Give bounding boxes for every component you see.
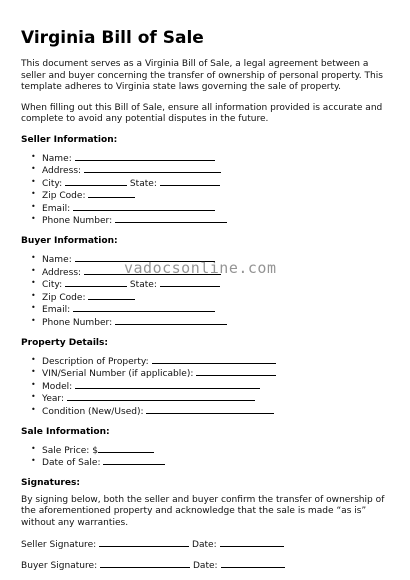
sale-date-item: • Date of Sale: [31,456,393,469]
buyer-name-label: Name: [42,255,72,266]
seller-address-label: Address: [42,166,82,177]
property-model-label: Model: [42,381,73,392]
property-vin-label: VIN/Serial Number (if applicable): [42,369,194,380]
property-condition-item: • Condition (New/Used): [31,405,393,418]
buyer-heading: Buyer Information: [21,236,118,247]
buyer-address-item: • Address: [31,266,393,279]
seller-zip-item: • Zip Code: [31,189,393,202]
buyer-zip-label: Zip Code: [42,292,86,303]
seller-signature-date-blank[interactable] [220,538,284,547]
seller-signature-date-label: Date: [191,540,217,551]
seller-phone-label: Phone Number: [42,216,113,227]
buyer-email-blank[interactable] [73,303,215,312]
property-heading: Property Details: [21,337,109,348]
seller-heading: Seller Information: [21,134,118,145]
buyer-city-blank[interactable] [65,278,127,287]
seller-zip-blank[interactable] [88,189,135,198]
seller-name-item: • Name: [31,152,393,165]
buyer-zip-blank[interactable] [88,291,135,300]
buyer-signature-blank[interactable] [100,559,190,568]
property-vin-blank[interactable] [196,367,276,376]
seller-state-label: State: [129,178,157,189]
buyer-city-state-item: • City: State: [31,278,393,291]
seller-phone-blank[interactable] [115,214,227,223]
seller-name-label: Name: [42,153,72,164]
seller-signature-label: Seller Signature: [21,540,97,551]
seller-state-blank[interactable] [160,177,220,186]
buyer-address-label: Address: [42,267,82,278]
property-model-blank[interactable] [75,380,260,389]
seller-city-state-item: • City: State: [31,177,393,190]
property-description-item: • Description of Property: [31,355,393,368]
buyer-email-item: • Email: [31,303,393,316]
sale-date-label: Date of Sale: [42,458,101,469]
buyer-state-blank[interactable] [160,278,220,287]
sale-fields [21,444,393,469]
buyer-signature-row [21,559,393,572]
buyer-name-item: • Name: [31,253,393,266]
sale-price-label: Sale Price: $ [42,445,98,456]
buyer-zip-item: • Zip Code: [31,291,393,304]
seller-address-item: • Address: [31,164,393,177]
buyer-phone-item: • Phone Number: [31,316,393,329]
instructions-paragraph: When filling out this Bill of Sale, ensure all information provided is accurate and complete to avoid any potential disputes in the future. [21,102,383,124]
buyer-phone-label: Phone Number: [42,318,113,329]
property-vin-item: • VIN/Serial Number (if applicable): [31,367,393,380]
seller-email-label: Email: [42,203,71,214]
buyer-email-label: Email: [42,305,71,316]
signatures-paragraph: By signing below, both the seller and buyer confirm the transfer of ownership of the aforementioned property and acknowledge that the sale is made “as is” without any warranties. [21,494,385,528]
seller-signature-blank[interactable] [99,538,189,547]
property-fields [21,355,393,418]
intro-paragraph: This document serves as a Virginia Bill of Sale, a legal agreement between a seller and buyer concerning the transfer of ownership of personal property. This template adheres to Virginia state laws governing the sale of property. [21,59,383,92]
property-condition-blank[interactable] [146,405,274,414]
seller-phone-item: • Phone Number: [31,214,393,227]
buyer-signature-date-label: Date: [192,561,218,572]
property-description-label: Description of Property: [42,356,149,367]
buyer-signature-date-blank[interactable] [221,559,285,568]
seller-address-blank[interactable] [84,164,221,173]
sale-heading: Sale Information: [21,426,110,437]
property-model-item: • Model: [31,380,393,393]
document-title: Virginia Bill of Sale [21,28,204,48]
property-description-blank[interactable] [152,355,276,364]
sale-date-blank[interactable] [103,456,165,465]
seller-email-item: • Email: [31,202,393,215]
buyer-state-label: State: [129,280,157,291]
signatures-heading: Signatures: [21,477,81,488]
seller-zip-label: Zip Code: [42,191,86,202]
seller-email-blank[interactable] [73,202,215,211]
document-page [21,28,393,580]
sale-price-blank[interactable] [98,444,154,453]
property-year-label: Year: [42,394,65,405]
seller-signature-row [21,538,393,551]
buyer-city-label: City: [42,280,63,291]
seller-city-label: City: [42,178,63,189]
buyer-phone-blank[interactable] [115,316,227,325]
property-year-item: • Year: [31,392,393,405]
property-condition-label: Condition (New/Used): [42,407,144,417]
seller-name-blank[interactable] [75,152,215,161]
buyer-signature-label: Buyer Signature: [21,561,98,572]
seller-fields [21,152,393,228]
sale-price-item: • Sale Price: $ [31,444,393,457]
watermark: vadocsonline.com [124,259,277,277]
property-year-blank[interactable] [67,392,255,401]
seller-city-blank[interactable] [65,177,127,186]
